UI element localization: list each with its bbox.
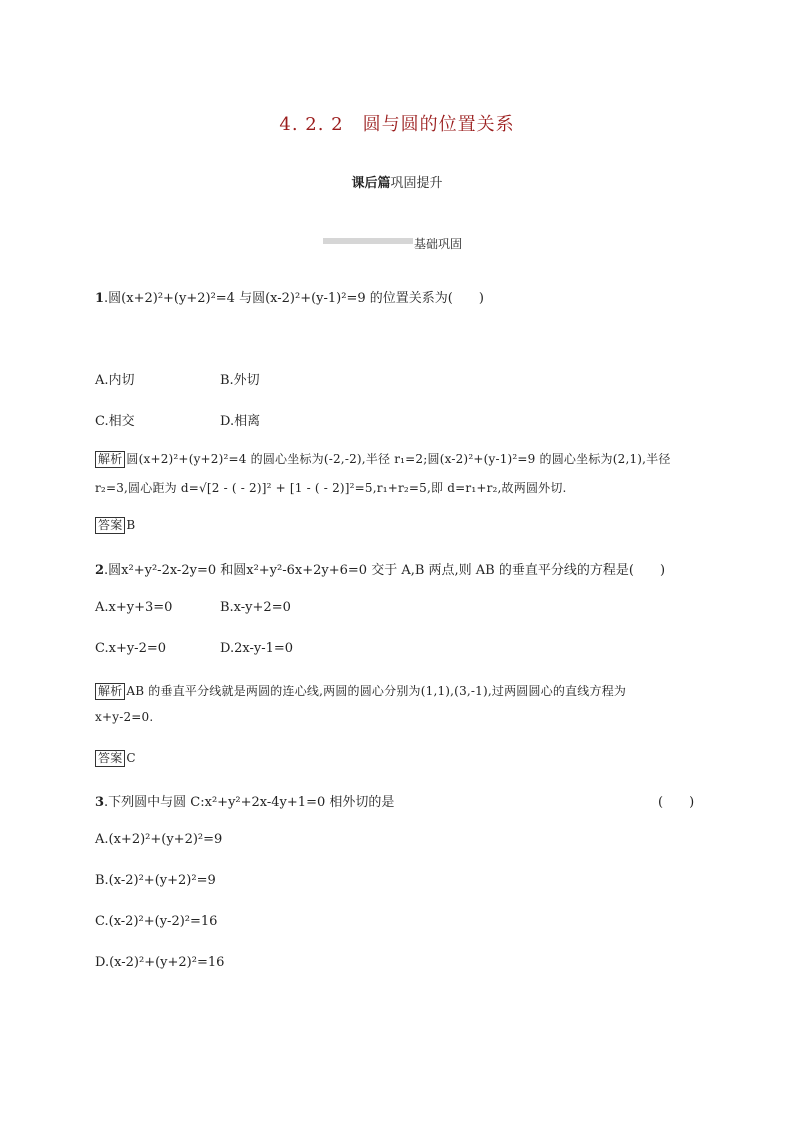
section-label: 基础巩固 <box>414 237 463 251</box>
question-3-number: 3 <box>95 795 105 810</box>
q1-answer-tag: 答案 <box>95 517 125 534</box>
q3-option-a: A.(x+2)²+(y+2)²=9 <box>95 832 223 847</box>
q2-solution-line2: x+y-2=0. <box>95 710 154 724</box>
q1-solution-line2: r₂=3,圆心距为 d=√[2 - ( - 2)]² + [1 - ( - 2)]²=5,r₁+r₂=5,即 d=r₁+r₂,故两圆外切. <box>95 481 567 495</box>
question-2-text: .圆x²+y²-2x-2y=0 和圆x²+y²-6x+2y+6=0 交于 A,B 两点,则 AB 的垂直平分线的方程是( ) <box>104 563 666 578</box>
q2-answer-tag: 答案 <box>95 750 125 767</box>
subtitle-bold: 课后篇 <box>351 176 391 191</box>
q3-option-b: B.(x-2)²+(y+2)²=9 <box>95 873 216 888</box>
q1-option-a: A.内切 <box>95 373 135 388</box>
section-bar <box>323 238 413 244</box>
q2-option-b: B.x-y+2=0 <box>220 600 291 615</box>
q3-option-c: C.(x-2)²+(y-2)²=16 <box>95 914 218 929</box>
q1-solution-tag: 解析 <box>95 451 125 468</box>
q1-solution-line1 <box>95 450 671 468</box>
q1-answer-value: B <box>126 518 136 532</box>
q2-option-c: C.x+y-2=0 <box>95 641 167 656</box>
q1-solution-text1: 圆(x+2)²+(y+2)²=4 的圆心坐标为(-2,-2),半径 r₁=2;圆(x-2)²+(y-1)²=9 的圆心坐标为(2,1),半径 <box>126 452 671 466</box>
q2-solution-tag: 解析 <box>95 683 125 700</box>
question-3-paren: ( ) <box>658 795 695 810</box>
q1-option-c: C.相交 <box>95 414 135 429</box>
question-3-text: .下列圆中与圆 C:x²+y²+2x-4y+1=0 相外切的是 <box>104 795 395 810</box>
q2-option-a: A.x+y+3=0 <box>95 600 173 615</box>
q2-option-d: D.2x-y-1=0 <box>220 641 294 656</box>
question-3 <box>95 791 394 810</box>
question-1-text: .圆(x+2)²+(y+2)²=4 与圆(x-2)²+(y-1)²=9 的位置关系为( ) <box>104 291 484 306</box>
page-title: 4. 2. 2 圆与圆的位置关系 <box>279 114 515 135</box>
page-subtitle <box>0 172 794 191</box>
q2-answer-value: C <box>126 751 136 765</box>
q2-solution-line1 <box>95 682 626 700</box>
q1-option-d: D.相离 <box>220 414 261 429</box>
question-1-number: 1 <box>95 291 105 306</box>
subtitle-rest: 巩固提升 <box>390 176 443 191</box>
question-1 <box>95 287 484 306</box>
question-2 <box>95 559 665 578</box>
q1-answer <box>95 517 135 534</box>
q2-answer <box>95 750 136 767</box>
q1-option-b: B.外切 <box>220 373 260 388</box>
question-2-number: 2 <box>95 563 105 578</box>
q2-solution-text1: AB 的垂直平分线就是两圆的连心线,两圆的圆心分别为(1,1),(3,-1),过两圆圆心的直线方程为 <box>126 684 627 698</box>
q3-option-d: D.(x-2)²+(y+2)²=16 <box>95 955 225 970</box>
